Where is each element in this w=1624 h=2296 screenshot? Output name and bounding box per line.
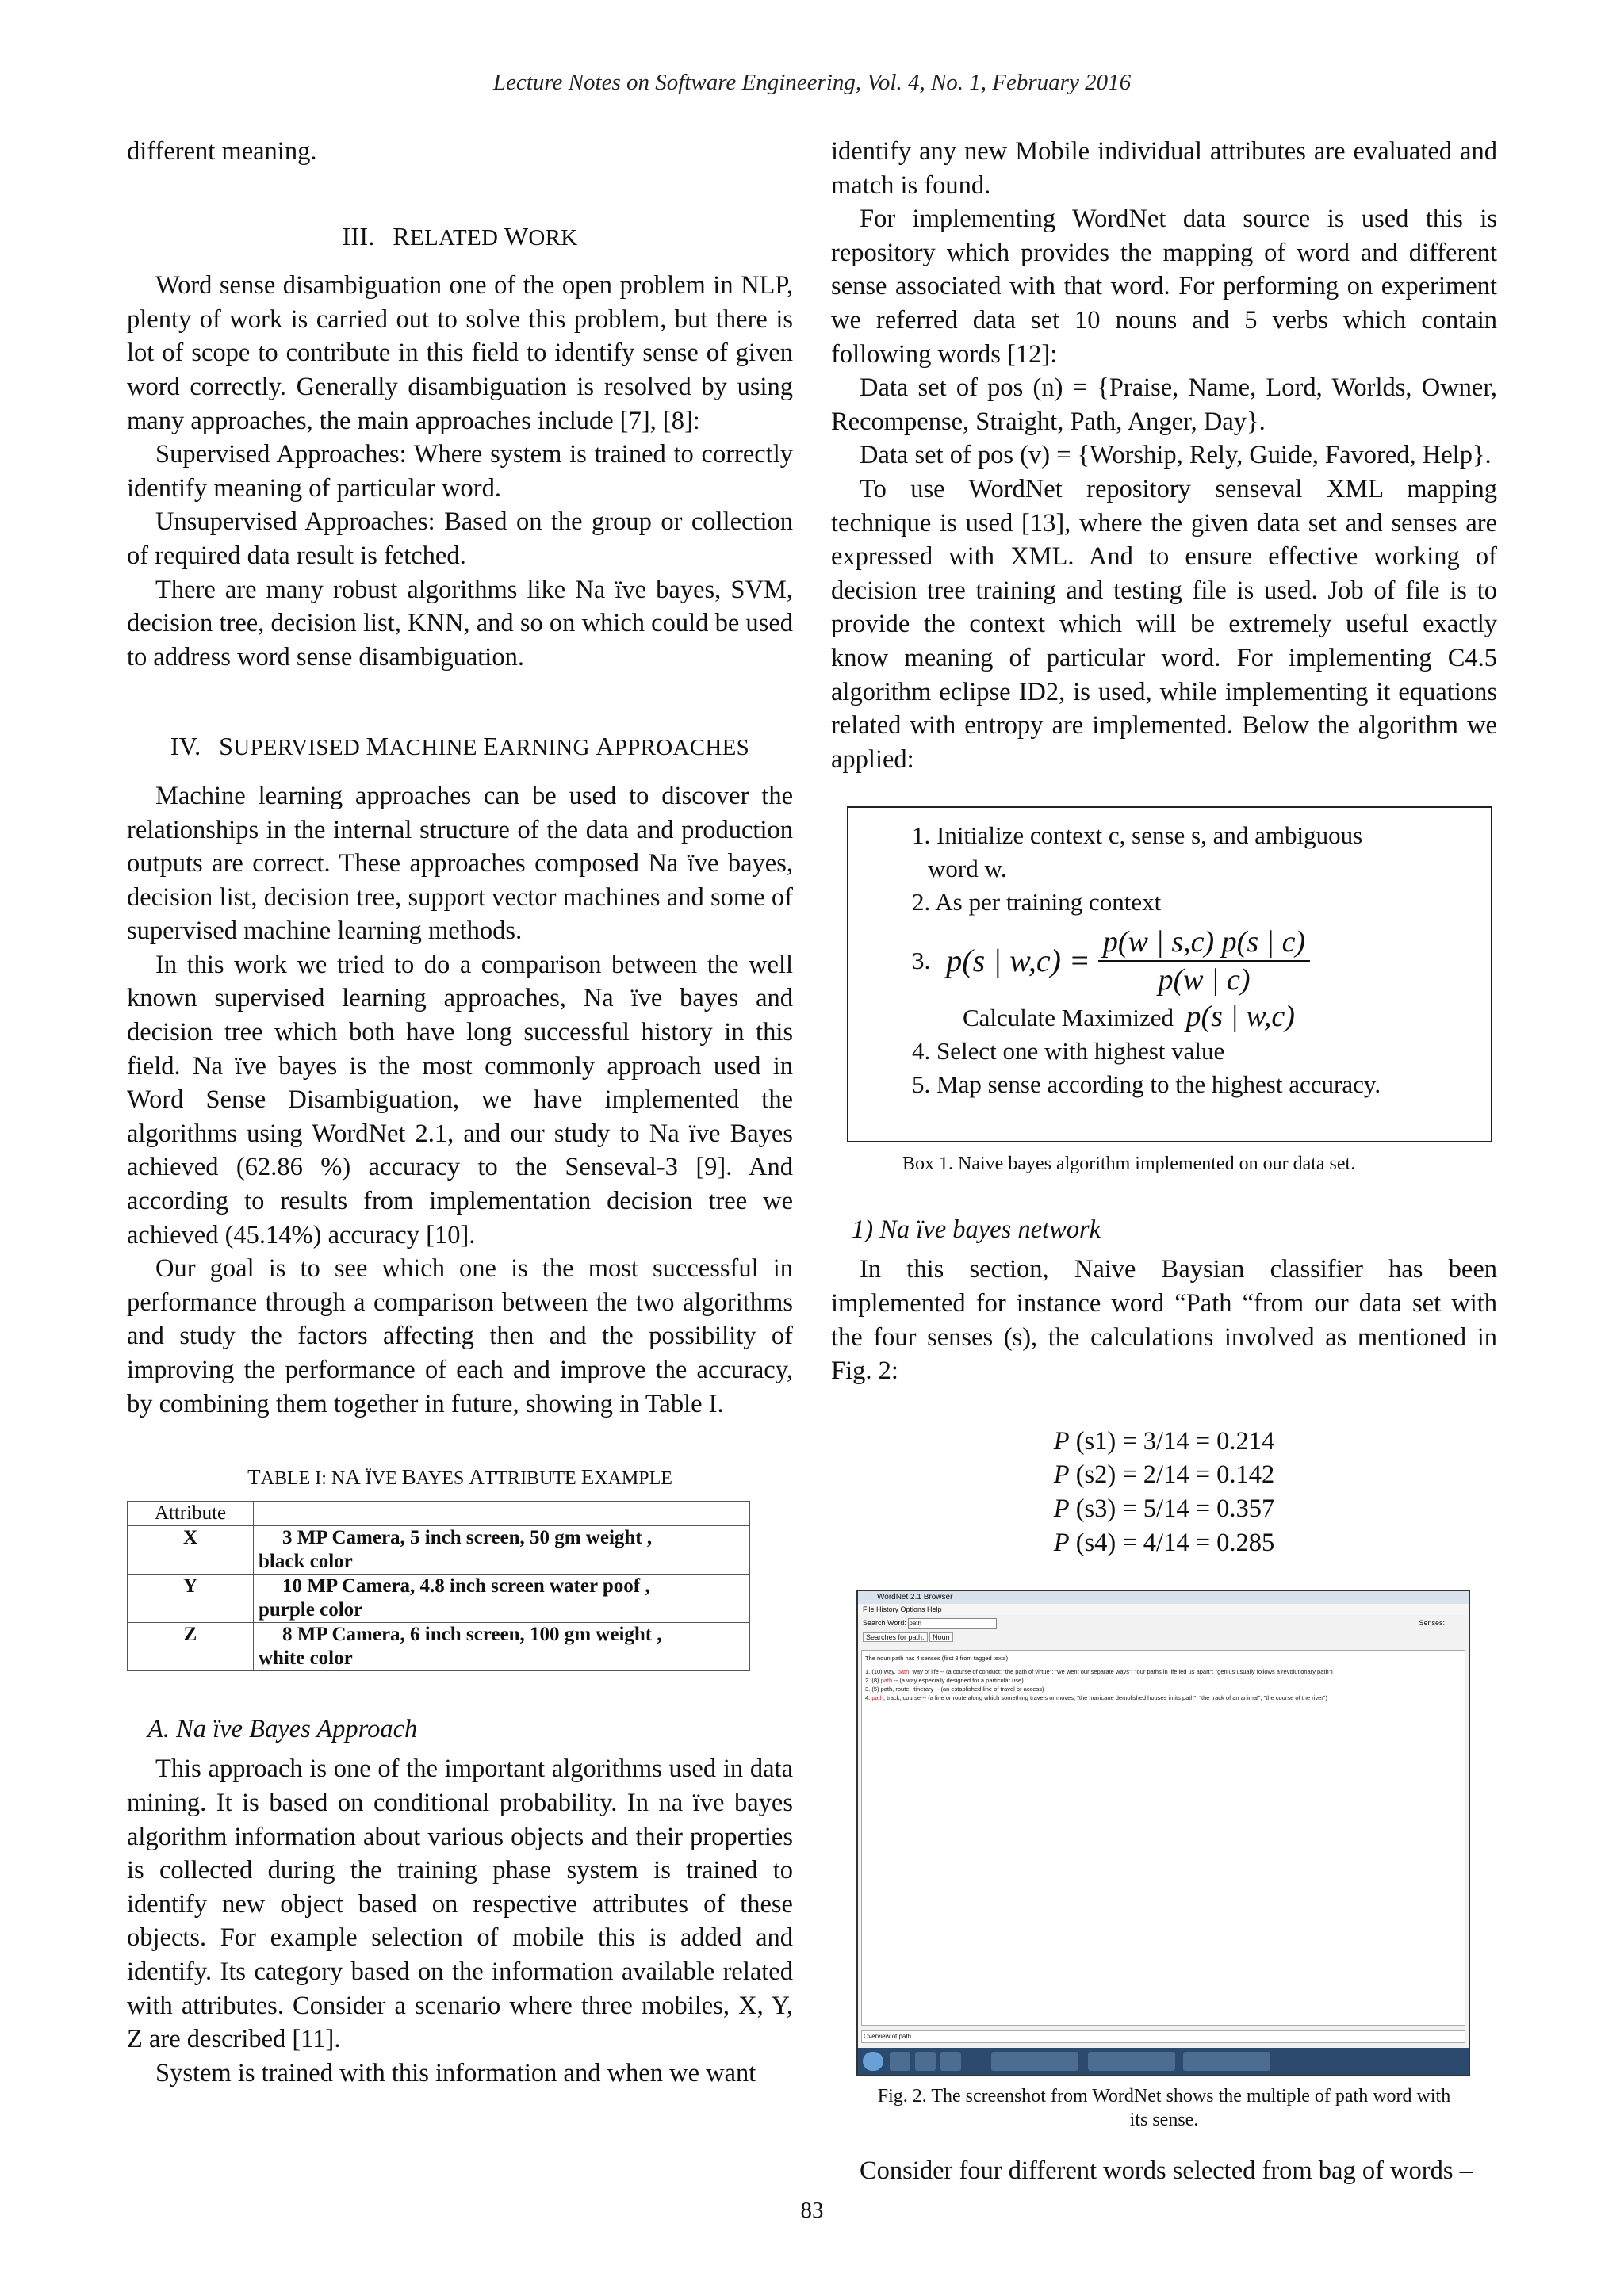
calculate-maximized: Calculate Maximized p(s | w,c) bbox=[963, 1000, 1295, 1034]
probability-line: P (s1) = 3/14 = 0.214 bbox=[1053, 1426, 1275, 1456]
paragraph: Supervised Approaches: Where system is trained to correctly identify meaning of particular word. bbox=[127, 440, 793, 503]
search-row: Search Word: path Senses: bbox=[858, 1615, 1469, 1631]
probability-list bbox=[831, 1425, 1497, 1559]
taskbar-app-icon bbox=[890, 2052, 910, 2071]
algo-step: 2. As per training context bbox=[912, 888, 1162, 916]
window-title: WordNet 2.1 Browser bbox=[858, 1591, 1469, 1604]
table-cell-description: 8 MP Camera, 6 inch screen, 100 gm weight , white color bbox=[254, 1622, 750, 1670]
results-pane: The noun path has 4 senses (first 3 from tagged texts) 1. (10) way, path, way of life -- (a course of conduct; "the path of virtue"; "we went our separate ways"; "our paths in life led us apart"; "genius usually follows a revolutionary path") 2. (8) path -- (a way especially designed for a particular use) 3. (5) path, route, itinerary -- (an established line of travel or access) 4. path, track, course -- (a line or route along which something travels or moves; "the hurricane demolished houses in its path"; "the track of an animal"; "the course of the river") bbox=[861, 1650, 1465, 2026]
probability-line: P (s2) = 2/14 = 0.142 bbox=[1053, 1460, 1275, 1490]
bayes-formula: 3. p(s | w,c) = $\frac{p(w | s,c) p(s | c)}{p(w | c)}$ bbox=[912, 924, 1491, 998]
paragraph: There are many robust algorithms like Na ïve bayes, SVM, decision tree, decision list, KNN, and so on which could be used to address word sense disambiguation. bbox=[127, 575, 793, 672]
paragraph: Unsupervised Approaches: Based on the group or collection of required data result is fetched. bbox=[127, 507, 793, 570]
paragraph: System is trained with this information and when we want bbox=[155, 2058, 756, 2087]
figure-caption: Fig. 2. The screenshot from WordNet shows the multiple of path word with its sense. bbox=[877, 2086, 1451, 2131]
subsection-heading: A. Na ïve Bayes Approach bbox=[147, 1714, 418, 1743]
right-column bbox=[831, 135, 1497, 2188]
paragraph: identify any new Mobile individual attributes are evaluated and match is found. bbox=[831, 137, 1497, 200]
table-header-row bbox=[128, 1501, 750, 1525]
formula-denominator: p(w | c) bbox=[1158, 963, 1251, 997]
table-row bbox=[128, 1525, 750, 1574]
formula-fraction bbox=[1098, 924, 1310, 998]
paragraph: different meaning. bbox=[127, 137, 317, 166]
paragraph: Machine learning approaches can be used to discover the relationships in the internal structure of the data and production outputs are correct. These approaches composed Na ïve bayes, decision list, decision tree, support vector machines and some of supervised machine learning methods. bbox=[127, 781, 793, 946]
algo-step: 4. Select one with highest value bbox=[912, 1037, 1225, 1066]
taskbar-window-button bbox=[1183, 2052, 1270, 2071]
paragraph: For implementing WordNet data source is used this is repository which provides the mapping of word and different sense associated with that word. For performing on experiment we referred data set 10 nouns and 5 verbs which contain following words [12]: bbox=[831, 205, 1497, 369]
table-cell-attribute: X bbox=[128, 1525, 254, 1574]
page-number: 83 bbox=[800, 2198, 824, 2223]
table-header-cell: Attribute bbox=[128, 1501, 254, 1525]
paragraph: Our goal is to see which one is the most successful in performance through a comparison between the two algorithms and study the factors affecting then and the possibility of improving the performance of each and improve the accuracy, by combining them together in future, showing in Table I. bbox=[127, 1254, 793, 1418]
table-cell-attribute: Y bbox=[128, 1574, 254, 1622]
taskbar bbox=[858, 2048, 1469, 2075]
paragraph: Data set of pos (v) = {Worship, Rely, Guide, Favored, Help}. bbox=[860, 441, 1492, 470]
algo-step: 5. Map sense according to the highest accuracy. bbox=[912, 1070, 1381, 1099]
tab-row: Searches for path: Noun bbox=[858, 1631, 1469, 1644]
paragraph: Word sense disambiguation one of the open problem in NLP, plenty of work is carried out to solve this problem, but there is lot of scope to contribute in this field to identify sense of given word correctly. Generally disambiguation is resolved by using many approaches, the main approaches include [7], [8]: bbox=[127, 271, 793, 435]
algo-step: 1. Initialize context c, sense s, and ambiguous bbox=[912, 821, 1363, 850]
subsection-heading: 1) Na ïve bayes network bbox=[852, 1215, 1101, 1244]
algorithm-box bbox=[847, 806, 1492, 1142]
attribute-table bbox=[127, 1501, 750, 1671]
paragraph: This approach is one of the important algorithms used in data mining. It is based on conditional probability. In na ïve bayes algorithm information about various objects and their properties is collected during the training phase system is trained to identify new object based on respective attributes of these objects. For example selection of mobile this is added and identify. Its category based on the information available related with attributes. Consider a scenario where three mobiles, X, Y, Z are described [11]. bbox=[127, 1755, 793, 2054]
section-heading-related-work: III. RELATED WORK bbox=[342, 221, 578, 251]
table-cell-attribute: Z bbox=[128, 1622, 254, 1670]
running-head: Lecture Notes on Software Engineering, Vol. 4, No. 1, February 2016 bbox=[492, 70, 1132, 95]
menu-bar: File History Options Help bbox=[858, 1604, 1469, 1615]
formula-lhs: p(s | w,c) = bbox=[946, 943, 1090, 979]
paragraph: In this section, Naive Baysian classifier has been implemented for instance word “Path “from our data set with the four senses (s), the calculations involved as mentioned in Fig. 2: bbox=[831, 1255, 1497, 1386]
algo-step: word w. bbox=[928, 855, 1007, 883]
start-icon bbox=[863, 2052, 883, 2071]
table-row bbox=[128, 1574, 750, 1622]
table-cell-description: 10 MP Camera, 4.8 inch screen water poof , purple color bbox=[254, 1574, 750, 1622]
table-header-cell bbox=[254, 1501, 750, 1525]
taskbar-window-button bbox=[991, 2052, 1078, 2071]
search-field: path bbox=[908, 1618, 997, 1629]
paragraph: To use WordNet repository senseval XML mapping technique is used [13], where the given data set and senses are expressed with XML. And to ensure effective working of decision tree training and testing file is used. Job of file is to provide the context which will be extremely useful exactly know meaning of particular word. For implementing C4.5 algorithm eclipse ID2, is used, while implementing it equations related with entropy are implemented. Below the algorithm we applied: bbox=[831, 474, 1497, 774]
formula-numerator: p(w | s,c) p(s | c) bbox=[1098, 924, 1310, 962]
box-caption: Box 1. Naive bayes algorithm implemented on our data set. bbox=[902, 1154, 1356, 1175]
probability-line: P (s3) = 5/14 = 0.357 bbox=[1053, 1494, 1275, 1524]
left-column bbox=[127, 135, 793, 2090]
taskbar-app-icon bbox=[915, 2052, 936, 2071]
table-cell-description: 3 MP Camera, 5 inch screen, 50 gm weight , black color bbox=[254, 1525, 750, 1574]
taskbar-window-button bbox=[1088, 2052, 1175, 2071]
table-row bbox=[128, 1622, 750, 1670]
probability-line: P (s4) = 4/14 = 0.285 bbox=[1053, 1528, 1275, 1557]
paragraph: In this work we tried to do a comparison between the well known supervised learning approaches, Na ïve bayes and decision tree which both have long successful history in this field. Na ïve bayes is the most commonly approach used in Word Sense Disambiguation, we have implemented the algorithms using WordNet 2.1, and our study to Na ïve Bayes achieved (62.86 %) accuracy to the Senseval-3 [9]. And according to results from implementation decision tree we achieved (45.14%) accuracy [10]. bbox=[127, 950, 793, 1249]
table-caption: TABLE I: NA ÏVE BAYES ATTRIBUTE EXAMPLE bbox=[247, 1465, 672, 1490]
overview-bar: Overview of path bbox=[861, 2030, 1465, 2043]
taskbar-app-icon bbox=[940, 2052, 961, 2071]
paragraph: Data set of pos (n) = {Praise, Name, Lord, Worlds, Owner, Recompense, Straight, Path, Anger, Day}. bbox=[831, 373, 1497, 436]
wordnet-screenshot bbox=[856, 1590, 1470, 2076]
section-heading-supervised: IV. SUPERVISED MACHINE EARNING APPROACHES bbox=[170, 732, 750, 761]
paragraph: Consider four different words selected from bag of words – bbox=[860, 2156, 1473, 2186]
